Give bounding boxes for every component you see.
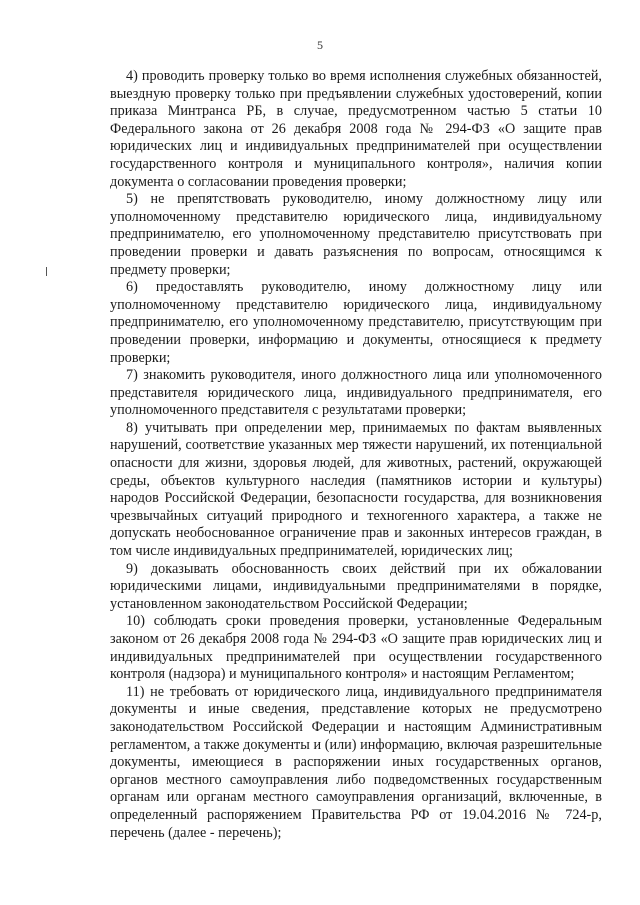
paragraph-item-9: 9) доказывать обоснованность своих действий при их обжаловании юридическими лицами, индивидуальными предпринимателями в порядке, установленном законодательством Российской Федерации; <box>110 560 602 612</box>
paragraph-item-6: 6) предоставлять руководителю, иному должностному лицу или уполномоченному представителю юридического лица, индивидуальному предпринимателю, его уполномоченному представителю, присутствующим при проведении проверки, информацию и документы, относящиеся к предмету проверки; <box>110 279 602 366</box>
paragraph-item-5: 5) не препятствовать руководителю, иному должностному лицу или уполномоченному представителю юридического лица, индивидуальному предпринимателю, его уполномоченному представителю присутствовать при проведении проверки и давать разъяснения по вопросам, относящимся к предмету проверки; <box>110 191 602 278</box>
paragraph-item-7: 7) знакомить руководителя, иного должностного лица или уполномоченного представителя юридического лица, индивидуального предпринимателя, его уполномоченного представителя с результатами проверки; <box>110 367 602 419</box>
paragraph-item-11: 11) не требовать от юридического лица, индивидуального предпринимателя документы и иные сведения, представление которых не предусмотрено законодательством Российской Федерации и настоящим Административным регламентом, а также документы и (или) информацию, включая разрешительные документы, имеющиеся в распоряжении иных государственных органов, органов местного самоуправления либо подведомственных государственным органам или органам местного самоуправления организаций, включенные, в определенный распоряжением Правительства РФ от 19.04.2016 № 724-р, перечень (далее - перечень); <box>110 683 602 841</box>
paragraph-item-10: 10) соблюдать сроки проведения проверки, установленные Федеральным законом от 26 декабря 2008 года № 294-ФЗ «О защите прав юридических лиц и индивидуальных предпринимателей при осуществлении государственного контроля (надзора) и муниципального контроля» и настоящим Регламентом; <box>110 613 602 683</box>
paragraph-item-8: 8) учитывать при определении мер, принимаемых по фактам выявленных нарушений, соответствие указанных мер тяжести нарушений, их потенциальной опасности для жизни, здоровья людей, для животных, растений, окружающей среды, объектов культурного наследия (памятников истории и культуры) народов Российской Федерации, безопасности государства, для возникновения чрезвычайных ситуаций природного и техногенного характера, а также не допускать необоснованное ограничение прав и законных интересов граждан, в том числе индивидуальных предпринимателей, юридических лиц; <box>110 419 602 560</box>
document-body <box>110 68 602 842</box>
page-number: 5 <box>317 38 323 52</box>
margin-mark <box>46 267 47 276</box>
paragraph-item-4: 4) проводить проверку только во время исполнения служебных обязанностей, выездную проверку только при предъявлении служебных удостоверений, копии приказа Минтранса РБ, в случае, предусмотренном частью 5 статьи 10 Федерального закона от 26 декабря 2008 года № 294-ФЗ «О защите прав юридических лиц и индивидуальных предпринимателей при осуществлении государственного контроля и муниципального контроля», наличия копии документа о согласовании проведения проверки; <box>110 68 602 190</box>
